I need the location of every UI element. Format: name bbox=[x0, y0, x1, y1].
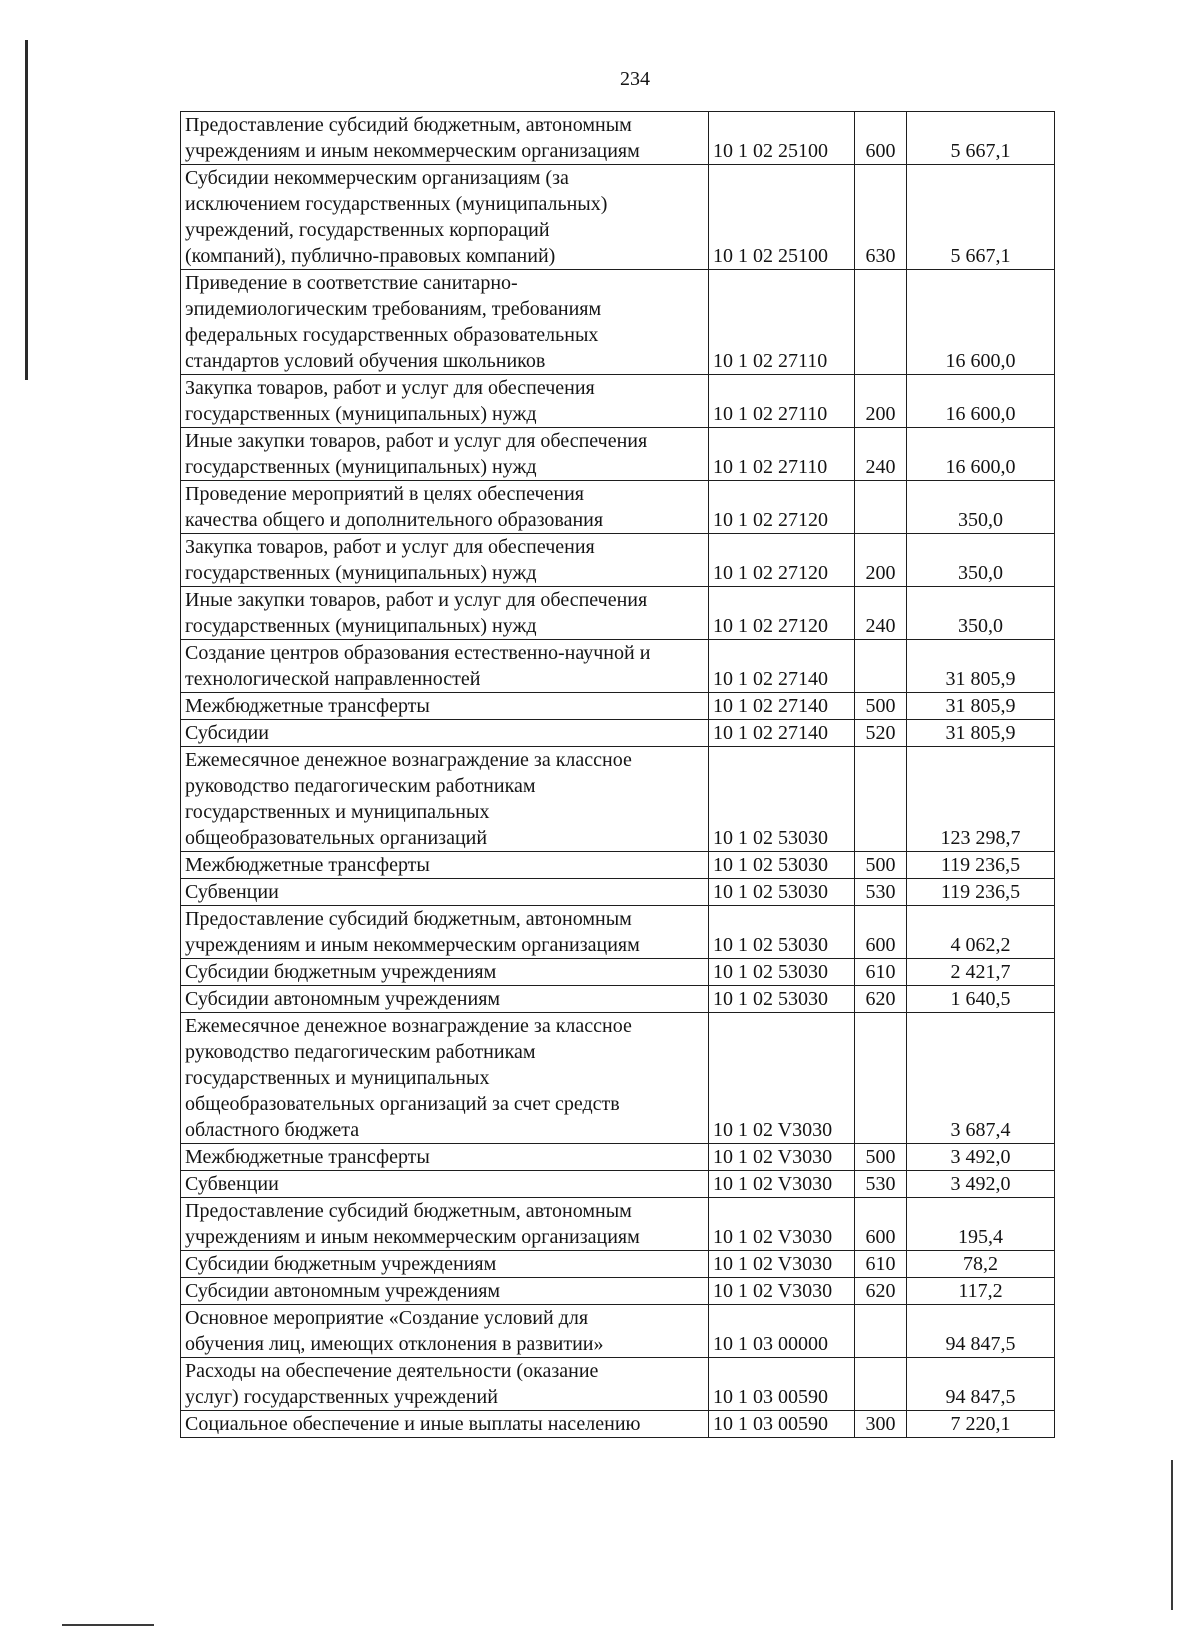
expense-type-cell: 500 bbox=[855, 693, 907, 720]
amount-cell: 2 421,7 bbox=[907, 959, 1055, 986]
expense-type-cell: 530 bbox=[855, 879, 907, 906]
table-row bbox=[181, 640, 1055, 693]
item-name-line: государственных и муниципальных bbox=[185, 801, 490, 823]
classification-code-cell: 10 1 02 27140 bbox=[709, 693, 855, 720]
item-name-line: государственных (муниципальных) нужд bbox=[185, 562, 537, 584]
item-name-line: федеральных государственных образовательных bbox=[185, 324, 599, 346]
amount-cell: 350,0 bbox=[907, 481, 1055, 534]
item-name-line: Субсидии бюджетным учреждениям bbox=[185, 961, 497, 983]
expense-type-cell: 610 bbox=[855, 1251, 907, 1278]
table-row bbox=[181, 270, 1055, 375]
expense-type-cell bbox=[855, 1358, 907, 1411]
scan-margin-line bbox=[62, 1624, 154, 1626]
item-name-cell bbox=[181, 481, 709, 534]
table-row bbox=[181, 1358, 1055, 1411]
classification-code-cell: 10 1 02 53030 bbox=[709, 986, 855, 1013]
expense-type-cell bbox=[855, 640, 907, 693]
item-name-line: учреждениям и иным некоммерческим организациям bbox=[185, 140, 640, 162]
item-name-line: учреждениям и иным некоммерческим организациям bbox=[185, 934, 640, 956]
classification-code-cell: 10 1 02 53030 bbox=[709, 959, 855, 986]
amount-cell: 117,2 bbox=[907, 1278, 1055, 1305]
item-name-cell bbox=[181, 270, 709, 375]
classification-code-cell: 10 1 02 27120 bbox=[709, 481, 855, 534]
expense-type-cell bbox=[855, 1013, 907, 1144]
amount-cell: 123 298,7 bbox=[907, 747, 1055, 852]
classification-code-cell: 10 1 02 V3030 bbox=[709, 1198, 855, 1251]
item-name-line: учреждений, государственных корпораций bbox=[185, 219, 550, 241]
table-row bbox=[181, 1411, 1055, 1438]
classification-code-cell: 10 1 02 V3030 bbox=[709, 1013, 855, 1144]
table-row bbox=[181, 428, 1055, 481]
item-name-line: Субсидии автономным учреждениям bbox=[185, 1280, 501, 1302]
amount-cell: 5 667,1 bbox=[907, 112, 1055, 165]
expense-type-cell: 500 bbox=[855, 852, 907, 879]
expense-type-cell: 600 bbox=[855, 1198, 907, 1251]
expense-type-cell bbox=[855, 481, 907, 534]
item-name-line: государственных и муниципальных bbox=[185, 1067, 490, 1089]
item-name-cell bbox=[181, 959, 709, 986]
item-name-line: Субсидии автономным учреждениям bbox=[185, 988, 501, 1010]
scan-margin-line bbox=[1171, 1460, 1173, 1610]
item-name-line: руководство педагогическим работникам bbox=[185, 775, 536, 797]
classification-code-cell: 10 1 02 27120 bbox=[709, 534, 855, 587]
item-name-cell bbox=[181, 1305, 709, 1358]
item-name-line: Межбюджетные трансферты bbox=[185, 1146, 430, 1168]
item-name-line: качества общего и дополнительного образования bbox=[185, 509, 604, 531]
expense-type-cell: 300 bbox=[855, 1411, 907, 1438]
classification-code-cell: 10 1 02 53030 bbox=[709, 747, 855, 852]
table-row bbox=[181, 1305, 1055, 1358]
classification-code-cell: 10 1 02 53030 bbox=[709, 852, 855, 879]
table-row bbox=[181, 906, 1055, 959]
item-name-line: Межбюджетные трансферты bbox=[185, 695, 430, 717]
classification-code-cell: 10 1 02 53030 bbox=[709, 879, 855, 906]
item-name-cell bbox=[181, 587, 709, 640]
amount-cell: 119 236,5 bbox=[907, 879, 1055, 906]
table-row bbox=[181, 481, 1055, 534]
table-row bbox=[181, 1013, 1055, 1144]
classification-code-cell: 10 1 02 V3030 bbox=[709, 1251, 855, 1278]
item-name-line: Закупка товаров, работ и услуг для обеспечения bbox=[185, 536, 595, 558]
table-row bbox=[181, 852, 1055, 879]
item-name-cell bbox=[181, 1198, 709, 1251]
amount-cell: 3 492,0 bbox=[907, 1171, 1055, 1198]
item-name-line: услуг) государственных учреждений bbox=[185, 1386, 498, 1408]
classification-code-cell: 10 1 02 27140 bbox=[709, 640, 855, 693]
expense-type-cell: 240 bbox=[855, 428, 907, 481]
expense-type-cell bbox=[855, 270, 907, 375]
amount-cell: 94 847,5 bbox=[907, 1358, 1055, 1411]
expense-type-cell: 630 bbox=[855, 165, 907, 270]
item-name-line: Субсидии bbox=[185, 722, 269, 744]
item-name-line: (компаний), публично-правовых компаний) bbox=[185, 245, 556, 267]
expense-type-cell: 530 bbox=[855, 1171, 907, 1198]
item-name-cell bbox=[181, 986, 709, 1013]
item-name-cell bbox=[181, 1013, 709, 1144]
item-name-line: областного бюджета bbox=[185, 1119, 360, 1141]
classification-code-cell: 10 1 03 00590 bbox=[709, 1358, 855, 1411]
expense-type-cell: 610 bbox=[855, 959, 907, 986]
table-row bbox=[181, 1278, 1055, 1305]
item-name-line: эпидемиологическим требованиям, требованиям bbox=[185, 298, 602, 320]
table-row bbox=[181, 720, 1055, 747]
classification-code-cell: 10 1 02 27140 bbox=[709, 720, 855, 747]
item-name-line: Предоставление субсидий бюджетным, автономным bbox=[185, 1200, 632, 1222]
table-row bbox=[181, 986, 1055, 1013]
table-row bbox=[181, 879, 1055, 906]
item-name-cell bbox=[181, 640, 709, 693]
item-name-line: Субсидии бюджетным учреждениям bbox=[185, 1253, 497, 1275]
table-row bbox=[181, 693, 1055, 720]
expense-type-cell: 600 bbox=[855, 906, 907, 959]
item-name-line: учреждениям и иным некоммерческим организациям bbox=[185, 1226, 640, 1248]
table-row bbox=[181, 1144, 1055, 1171]
amount-cell: 31 805,9 bbox=[907, 693, 1055, 720]
classification-code-cell: 10 1 03 00590 bbox=[709, 1411, 855, 1438]
amount-cell: 195,4 bbox=[907, 1198, 1055, 1251]
table-row bbox=[181, 112, 1055, 165]
item-name-line: Субвенции bbox=[185, 1173, 279, 1195]
item-name-line: Предоставление субсидий бюджетным, автономным bbox=[185, 908, 632, 930]
item-name-cell bbox=[181, 112, 709, 165]
item-name-line: государственных (муниципальных) нужд bbox=[185, 456, 537, 478]
item-name-line: Закупка товаров, работ и услуг для обеспечения bbox=[185, 377, 595, 399]
scan-margin-line bbox=[25, 40, 28, 380]
table-row bbox=[181, 534, 1055, 587]
amount-cell: 119 236,5 bbox=[907, 852, 1055, 879]
item-name-line: Основное мероприятие «Создание условий для bbox=[185, 1307, 589, 1329]
item-name-line: исключением государственных (муниципальных) bbox=[185, 193, 608, 215]
expense-type-cell bbox=[855, 1305, 907, 1358]
item-name-cell bbox=[181, 747, 709, 852]
expense-type-cell: 500 bbox=[855, 1144, 907, 1171]
amount-cell: 3 492,0 bbox=[907, 1144, 1055, 1171]
item-name-cell bbox=[181, 534, 709, 587]
item-name-line: Иные закупки товаров, работ и услуг для обеспечения bbox=[185, 430, 648, 452]
item-name-line: Межбюджетные трансферты bbox=[185, 854, 430, 876]
amount-cell: 350,0 bbox=[907, 587, 1055, 640]
item-name-cell bbox=[181, 852, 709, 879]
item-name-cell bbox=[181, 428, 709, 481]
classification-code-cell: 10 1 02 V3030 bbox=[709, 1278, 855, 1305]
item-name-line: Субсидии некоммерческим организациям (за bbox=[185, 167, 569, 189]
item-name-cell bbox=[181, 1251, 709, 1278]
amount-cell: 3 687,4 bbox=[907, 1013, 1055, 1144]
amount-cell: 16 600,0 bbox=[907, 375, 1055, 428]
item-name-cell bbox=[181, 165, 709, 270]
classification-code-cell: 10 1 03 00000 bbox=[709, 1305, 855, 1358]
expense-type-cell: 600 bbox=[855, 112, 907, 165]
item-name-cell bbox=[181, 1144, 709, 1171]
classification-code-cell: 10 1 02 27120 bbox=[709, 587, 855, 640]
item-name-line: Создание центров образования естественно-научной и bbox=[185, 642, 651, 664]
item-name-line: общеобразовательных организаций bbox=[185, 827, 488, 849]
expense-type-cell: 520 bbox=[855, 720, 907, 747]
classification-code-cell: 10 1 02 27110 bbox=[709, 375, 855, 428]
expense-type-cell: 620 bbox=[855, 1278, 907, 1305]
amount-cell: 7 220,1 bbox=[907, 1411, 1055, 1438]
item-name-line: Расходы на обеспечение деятельности (оказание bbox=[185, 1360, 599, 1382]
table-row bbox=[181, 1198, 1055, 1251]
classification-code-cell: 10 1 02 V3030 bbox=[709, 1144, 855, 1171]
item-name-line: Приведение в соответствие санитарно- bbox=[185, 272, 518, 294]
amount-cell: 31 805,9 bbox=[907, 640, 1055, 693]
expense-type-cell: 200 bbox=[855, 375, 907, 428]
table-row bbox=[181, 587, 1055, 640]
item-name-line: Ежемесячное денежное вознаграждение за классное bbox=[185, 749, 632, 771]
amount-cell: 31 805,9 bbox=[907, 720, 1055, 747]
expense-type-cell: 200 bbox=[855, 534, 907, 587]
item-name-cell bbox=[181, 693, 709, 720]
page-number: 234 bbox=[620, 68, 650, 90]
item-name-line: стандартов условий обучения школьников bbox=[185, 350, 546, 372]
item-name-line: руководство педагогическим работникам bbox=[185, 1041, 536, 1063]
item-name-line: государственных (муниципальных) нужд bbox=[185, 615, 537, 637]
item-name-cell bbox=[181, 375, 709, 428]
item-name-line: Иные закупки товаров, работ и услуг для обеспечения bbox=[185, 589, 648, 611]
item-name-cell bbox=[181, 1171, 709, 1198]
table-row bbox=[181, 1171, 1055, 1198]
item-name-cell bbox=[181, 1411, 709, 1438]
classification-code-cell: 10 1 02 V3030 bbox=[709, 1171, 855, 1198]
item-name-line: Предоставление субсидий бюджетным, автономным bbox=[185, 114, 632, 136]
classification-code-cell: 10 1 02 53030 bbox=[709, 906, 855, 959]
item-name-cell bbox=[181, 879, 709, 906]
item-name-cell bbox=[181, 1278, 709, 1305]
item-name-line: Социальное обеспечение и иные выплаты населению bbox=[185, 1413, 641, 1435]
budget-table bbox=[180, 111, 1055, 1438]
expense-type-cell: 620 bbox=[855, 986, 907, 1013]
item-name-line: обучения лиц, имеющих отклонения в развитии» bbox=[185, 1333, 604, 1355]
table-row bbox=[181, 375, 1055, 428]
item-name-line: государственных (муниципальных) нужд bbox=[185, 403, 537, 425]
item-name-line: Ежемесячное денежное вознаграждение за классное bbox=[185, 1015, 632, 1037]
table-row bbox=[181, 747, 1055, 852]
item-name-cell bbox=[181, 1358, 709, 1411]
item-name-line: технологической направленностей bbox=[185, 668, 481, 690]
classification-code-cell: 10 1 02 25100 bbox=[709, 112, 855, 165]
item-name-line: Проведение мероприятий в целях обеспечения bbox=[185, 483, 584, 505]
table-row bbox=[181, 959, 1055, 986]
classification-code-cell: 10 1 02 25100 bbox=[709, 165, 855, 270]
amount-cell: 1 640,5 bbox=[907, 986, 1055, 1013]
item-name-cell bbox=[181, 906, 709, 959]
amount-cell: 16 600,0 bbox=[907, 428, 1055, 481]
expense-type-cell bbox=[855, 747, 907, 852]
amount-cell: 78,2 bbox=[907, 1251, 1055, 1278]
classification-code-cell: 10 1 02 27110 bbox=[709, 270, 855, 375]
classification-code-cell: 10 1 02 27110 bbox=[709, 428, 855, 481]
table-row bbox=[181, 165, 1055, 270]
item-name-cell bbox=[181, 720, 709, 747]
budget-table-body bbox=[181, 112, 1055, 1438]
expense-type-cell: 240 bbox=[855, 587, 907, 640]
table-row bbox=[181, 1251, 1055, 1278]
item-name-line: Субвенции bbox=[185, 881, 279, 903]
amount-cell: 4 062,2 bbox=[907, 906, 1055, 959]
amount-cell: 16 600,0 bbox=[907, 270, 1055, 375]
amount-cell: 350,0 bbox=[907, 534, 1055, 587]
amount-cell: 94 847,5 bbox=[907, 1305, 1055, 1358]
item-name-line: общеобразовательных организаций за счет средств bbox=[185, 1093, 620, 1115]
amount-cell: 5 667,1 bbox=[907, 165, 1055, 270]
